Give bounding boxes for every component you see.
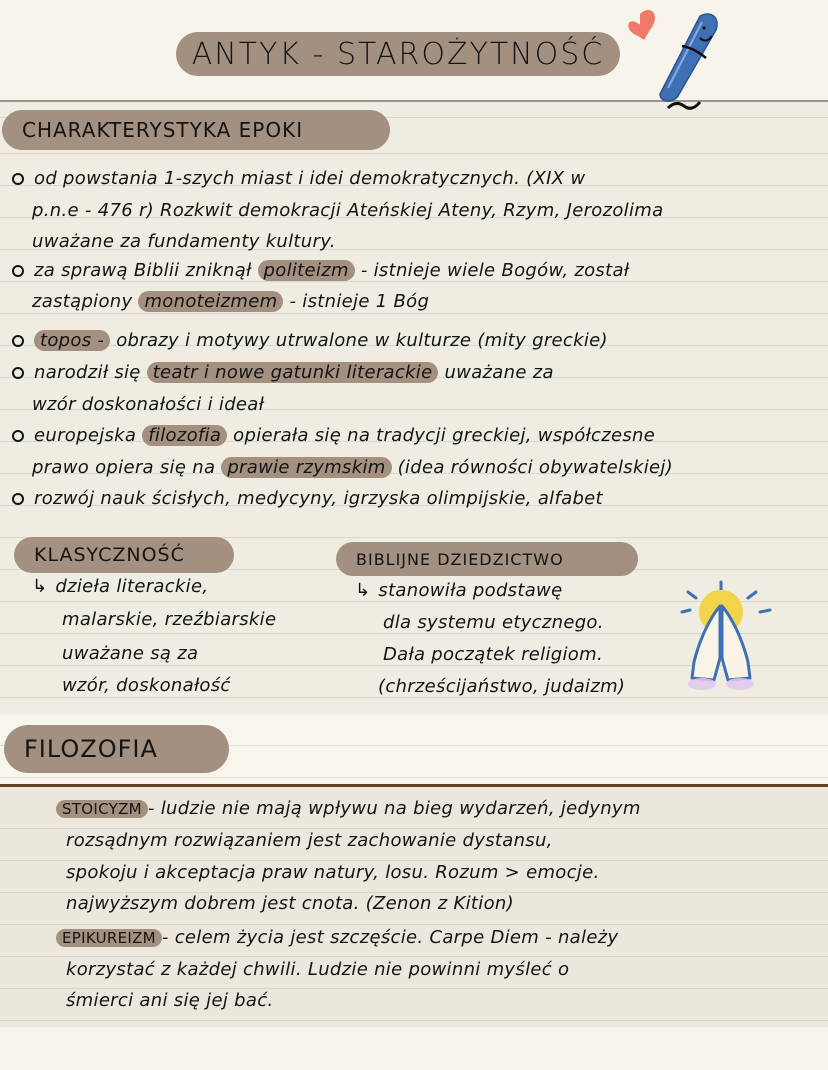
arrow-return-icon: ↳ xyxy=(32,576,48,597)
heart-icon xyxy=(628,10,655,40)
bullet-continuation: wzór doskonałości i ideał xyxy=(32,394,265,415)
stoicyzm-line: STOICYZM - ludzie nie mają wpływu na bieg wydarzeń, jedynym xyxy=(56,798,641,819)
praying-hands-decoration xyxy=(680,578,780,698)
highlight-topos: topos - xyxy=(34,330,110,351)
highlight-teatr: teatr i nowe gatunki literackie xyxy=(147,362,439,383)
bullet-continuation: zastąpiony monoteizmem - istnieje 1 Bóg xyxy=(32,291,430,312)
klasycznosc-line: wzór, doskonałość xyxy=(62,675,231,696)
arrow-return-icon: ↳ xyxy=(355,580,371,601)
bottom-band xyxy=(0,1027,828,1070)
heading-klasycznosc: KLASYCZNOŚĆ xyxy=(14,537,234,573)
epikureizm-line: korzystać z każdej chwili. Ludzie nie powinni myśleć o xyxy=(66,959,570,980)
page-title: ANTYK - STAROŻYTNOŚĆ xyxy=(176,32,620,76)
klasycznosc-line: uważane są za xyxy=(62,643,199,664)
klasycznosc-line: ↳ dzieła literackie, xyxy=(32,576,209,597)
heading-charakterystyka-epoki: CHARAKTERYSTYKA EPOKI xyxy=(2,110,390,150)
epikureizm-line: EPIKUREIZM - celem życia jest szczęście. Carpe Diem - należy xyxy=(56,927,618,948)
bullet-circle-icon xyxy=(12,265,24,277)
highlight-politeizm: politeizm xyxy=(258,260,355,281)
stoicyzm-line: rozsądnym rozwiązaniem jest zachowanie dystansu, xyxy=(66,830,553,851)
stoicyzm-line: spokoju i akceptacja praw natury, losu. Rozum > emocje. xyxy=(66,862,600,883)
bullet-circle-icon xyxy=(12,493,24,505)
bullet-item: od powstania 1-szych miast i idei demokratycznych. (XIX w xyxy=(12,168,585,189)
biblijne-line: (chrześcijaństwo, judaizm) xyxy=(378,676,626,697)
bullet-item: europejska filozofia opierała się na tradycji greckiej, współczesne xyxy=(12,425,655,446)
stoicyzm-line: najwyższym dobrem jest cnota. (Zenon z Kition) xyxy=(66,893,514,914)
bullet-circle-icon xyxy=(12,173,24,185)
smiling-pen-icon xyxy=(660,14,717,108)
heart-and-pen-decoration xyxy=(620,0,730,110)
biblijne-line: ↳ stanowiła podstawę xyxy=(355,580,563,601)
bullet-continuation: p.n.e - 476 r) Rozkwit demokracji Ateńskiej Ateny, Rzym, Jerozolima xyxy=(32,200,664,221)
highlight-filozofia: filozofia xyxy=(142,425,227,446)
bullet-item: narodził się teatr i nowe gatunki literackie uważane za xyxy=(12,362,554,383)
bullet-item: rozwój nauk ścisłych, medycyny, igrzyska olimpijskie, alfabet xyxy=(12,488,603,509)
bullet-item: topos - obrazy i motywy utrwalone w kulturze (mity greckie) xyxy=(12,330,608,351)
highlight-monoteizm: monoteizmem xyxy=(138,291,283,312)
heading-biblijne-dziedzictwo: BIBLIJNE DZIEDZICTWO xyxy=(336,542,638,576)
bullet-circle-icon xyxy=(12,335,24,347)
biblijne-line: Dała początek religiom. xyxy=(383,644,603,665)
klasycznosc-line: malarskie, rzeźbiarskie xyxy=(62,609,277,630)
bullet-circle-icon xyxy=(12,367,24,379)
bullet-item: za sprawą Biblii zniknął politeizm - istnieje wiele Bogów, został xyxy=(12,260,629,281)
heading-filozofia: FILOZOFIA xyxy=(4,725,229,773)
epikureizm-line: śmierci ani się jej bać. xyxy=(66,990,274,1011)
bullet-continuation: prawo opiera się na prawie rzymskim (idea równości obywatelskiej) xyxy=(32,457,674,478)
bullet-circle-icon xyxy=(12,430,24,442)
highlight-epikureizm: EPIKUREIZM xyxy=(56,929,162,947)
highlight-stoicyzm: STOICYZM xyxy=(56,800,148,818)
highlight-prawo-rzymskie: prawie rzymskim xyxy=(221,457,391,478)
bullet-continuation: uważane za fundamenty kultury. xyxy=(32,231,336,252)
biblijne-line: dla systemu etycznego. xyxy=(383,612,604,633)
